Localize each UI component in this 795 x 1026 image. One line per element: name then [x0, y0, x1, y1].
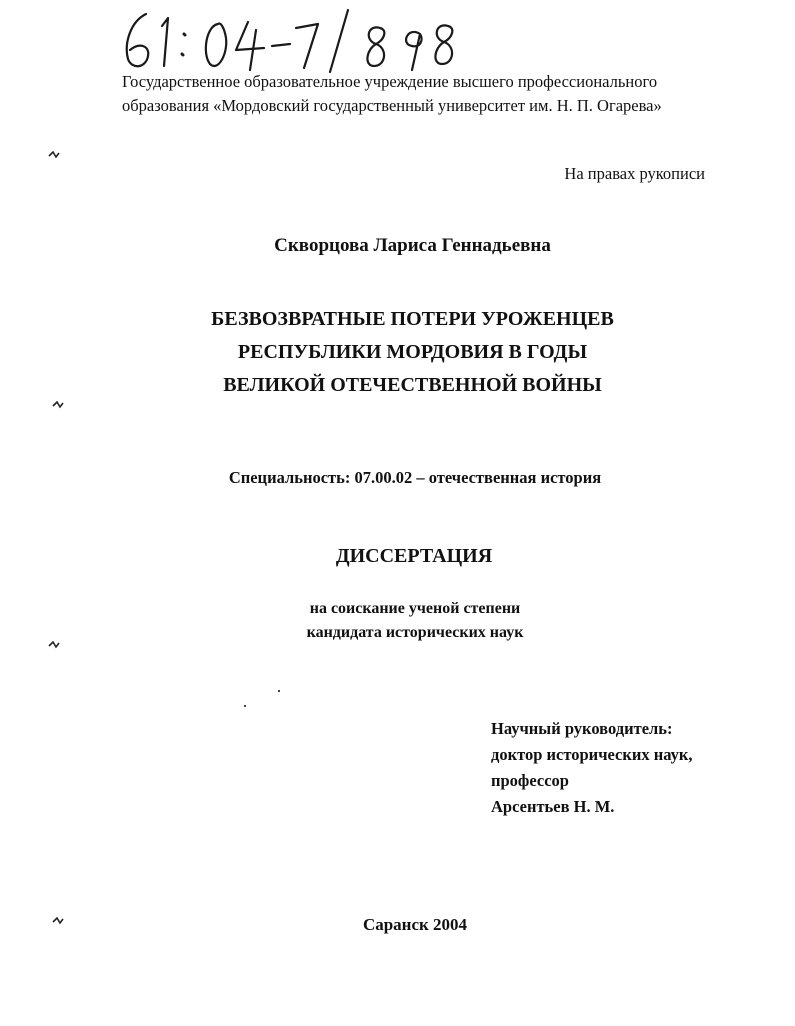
handwritten-archive-code — [118, 4, 463, 74]
rights-note: На правах рукописи — [564, 164, 705, 183]
binding-mark-icon — [48, 637, 60, 647]
author-name: Скворцова Лариса Геннадьевна — [274, 235, 551, 256]
dissertation-title — [0, 303, 795, 402]
supervisor-rank: профессор — [491, 771, 569, 790]
supervisor-block — [491, 716, 693, 820]
specialty: Специальность: 07.00.02 – отечественная история — [228, 468, 602, 487]
title-line-3: ВЕЛИКОЙ ОТЕЧЕСТВЕННОЙ ВОЙНЫ — [223, 374, 602, 396]
institution-line-2: образования «Мордовский государственный университет им. Н. П. Огарева» — [122, 96, 662, 115]
document-type: ДИССЕРТАЦИЯ — [335, 545, 493, 567]
binding-mark-icon — [52, 397, 64, 407]
title-line-2: РЕСПУБЛИКИ МОРДОВИЯ В ГОДЫ — [237, 341, 588, 363]
binding-mark-icon — [52, 913, 64, 923]
title-line-1: БЕЗВОЗВРАТНЫЕ ПОТЕРИ УРОЖЕНЦЕВ — [211, 308, 614, 330]
degree-line-2: кандидата исторических наук — [306, 624, 524, 641]
degree-line-1: на соискание ученой степени — [309, 600, 521, 617]
binding-mark-icon — [48, 147, 60, 157]
scan-speck — [244, 705, 246, 707]
degree-info — [0, 597, 795, 645]
supervisor-label: Научный руководитель: — [491, 719, 673, 738]
supervisor-name: Арсентьев Н. М. — [491, 797, 615, 816]
institution-name — [122, 70, 742, 118]
place-year: Саранск 2004 — [362, 915, 468, 934]
scan-speck — [278, 690, 280, 692]
supervisor-degree: доктор исторических наук, — [491, 745, 693, 764]
institution-line-1: Государственное образовательное учреждение высшего профессионального — [122, 72, 658, 91]
